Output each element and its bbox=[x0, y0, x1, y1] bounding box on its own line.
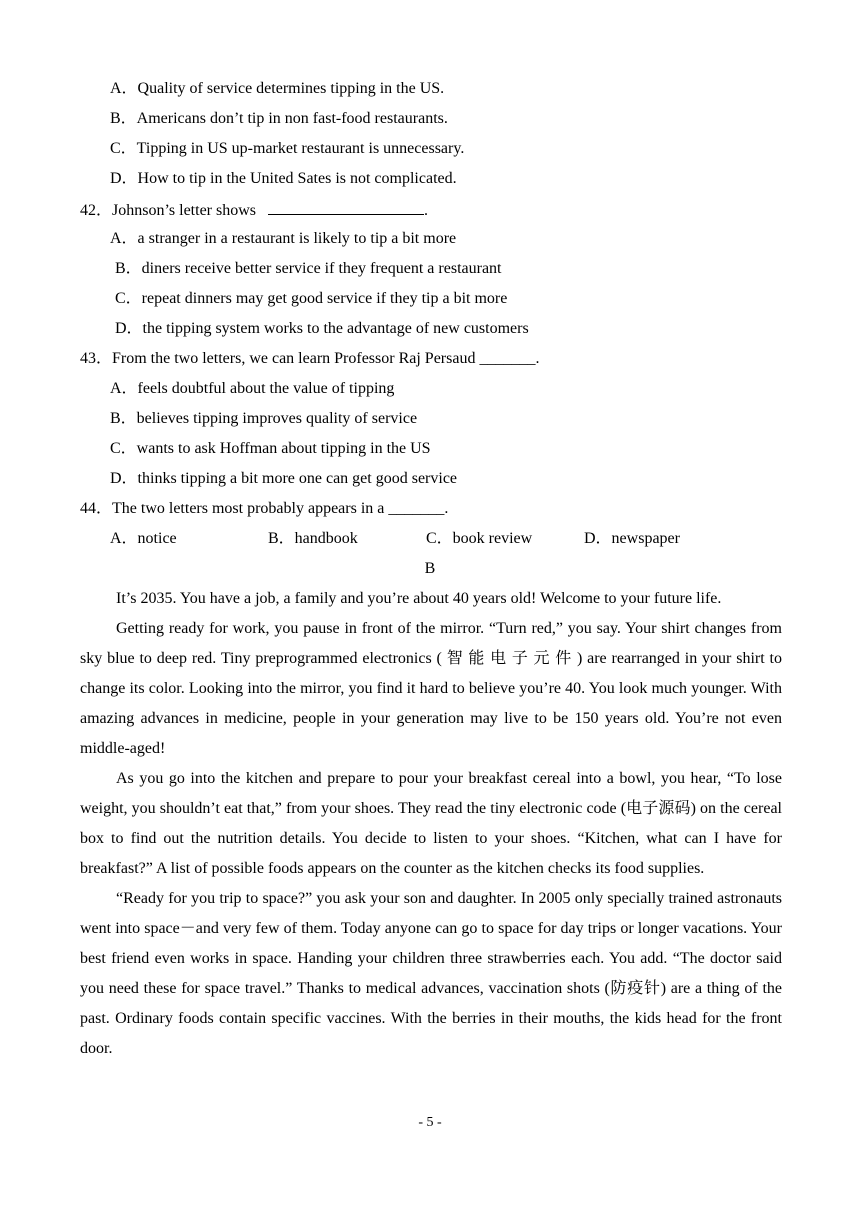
q43-stem: 43．From the two letters, we can learn Professor Raj Persaud _______. bbox=[80, 350, 540, 367]
page-number: - 5 - bbox=[418, 1115, 442, 1130]
q43-option-b: B．believes tipping improves quality of service bbox=[110, 410, 418, 427]
q42-option-c: C．repeat dinners may get good service if they tip a bit more bbox=[115, 290, 508, 307]
q41-option-d: D．How to tip in the United Sates is not complicated. bbox=[110, 170, 457, 187]
q42-option-b: B．diners receive better service if they frequent a restaurant bbox=[115, 260, 502, 277]
q41-option-c: C．Tipping in US up-market restaurant is unnecessary. bbox=[110, 140, 465, 157]
q41-option-a: A．Quality of service determines tipping in the US. bbox=[110, 80, 445, 97]
q42-option-a: A．a stranger in a restaurant is likely to tip a bit more bbox=[110, 230, 457, 247]
passage-paragraph: Getting ready for work, you pause in front of the mirror. “Turn red,” you say. Your shirt changes from sky blue to deep red. Tiny preprogrammed electronics ( 智 能 电 子 元 件 ) are rearranged in your shirt to change its color. Looking into the mirror, you find it hard to believe you’re 40. You look much younger. With amazing advances in medicine, people in your generation may live to be 150 years old. You’re not even middle-aged! bbox=[80, 620, 782, 757]
q43-option-c: C．wants to ask Hoffman about tipping in the US bbox=[110, 440, 431, 457]
q44-option-a: A．notice bbox=[110, 530, 177, 547]
q42-stem-text: 42．Johnson’s letter shows bbox=[80, 202, 257, 219]
passage-paragraph: It’s 2035. You have a job, a family and you’re about 40 years old! Welcome to your future life. bbox=[116, 590, 722, 607]
q44-option-c: C．book review bbox=[426, 530, 533, 547]
section-label: B bbox=[424, 560, 436, 577]
q42-stem-tail: . bbox=[424, 202, 429, 219]
passage-paragraph: “Ready for you trip to space?” you ask your son and daughter. In 2005 only specially trained astronauts went into space－and very few of them. Today anyone can go to space for day trips or longer vacations. Your best friend even works in space. Handing your children three strawberries each. You add. “The doctor said you need these for space travel.” Thanks to medical advances, vaccination shots (防疫针) are a thing of the past. Ordinary foods contain specific vaccines. With the berries in their mouths, the kids head for the front door. bbox=[80, 890, 782, 1057]
q44-option-b: B．handbook bbox=[268, 530, 358, 547]
q42-stem bbox=[80, 199, 428, 221]
q42-option-d: D．the tipping system works to the advantage of new customers bbox=[115, 320, 529, 337]
q44-option-d: D．newspaper bbox=[584, 530, 680, 547]
q43-option-d: D．thinks tipping a bit more one can get good service bbox=[110, 470, 458, 487]
passage-b bbox=[80, 584, 782, 1064]
q44-stem: 44．The two letters most probably appears in a _______. bbox=[80, 500, 449, 517]
q41-option-b: B．Americans don’t tip in non fast-food restaurants. bbox=[110, 110, 448, 127]
q43-option-a: A．feels doubtful about the value of tipping bbox=[110, 380, 395, 397]
q42-answer-blank bbox=[268, 199, 424, 215]
passage-paragraph: As you go into the kitchen and prepare to pour your breakfast cereal into a bowl, you hear, “To lose weight, you shouldn’t eat that,” from your shoes. They read the tiny electronic code (电子源码) on the cereal box to find out the nutrition details. You decide to listen to your shoes. “Kitchen, what can I have for breakfast?” A list of possible foods appears on the counter as the kitchen checks its food supplies. bbox=[80, 770, 782, 877]
